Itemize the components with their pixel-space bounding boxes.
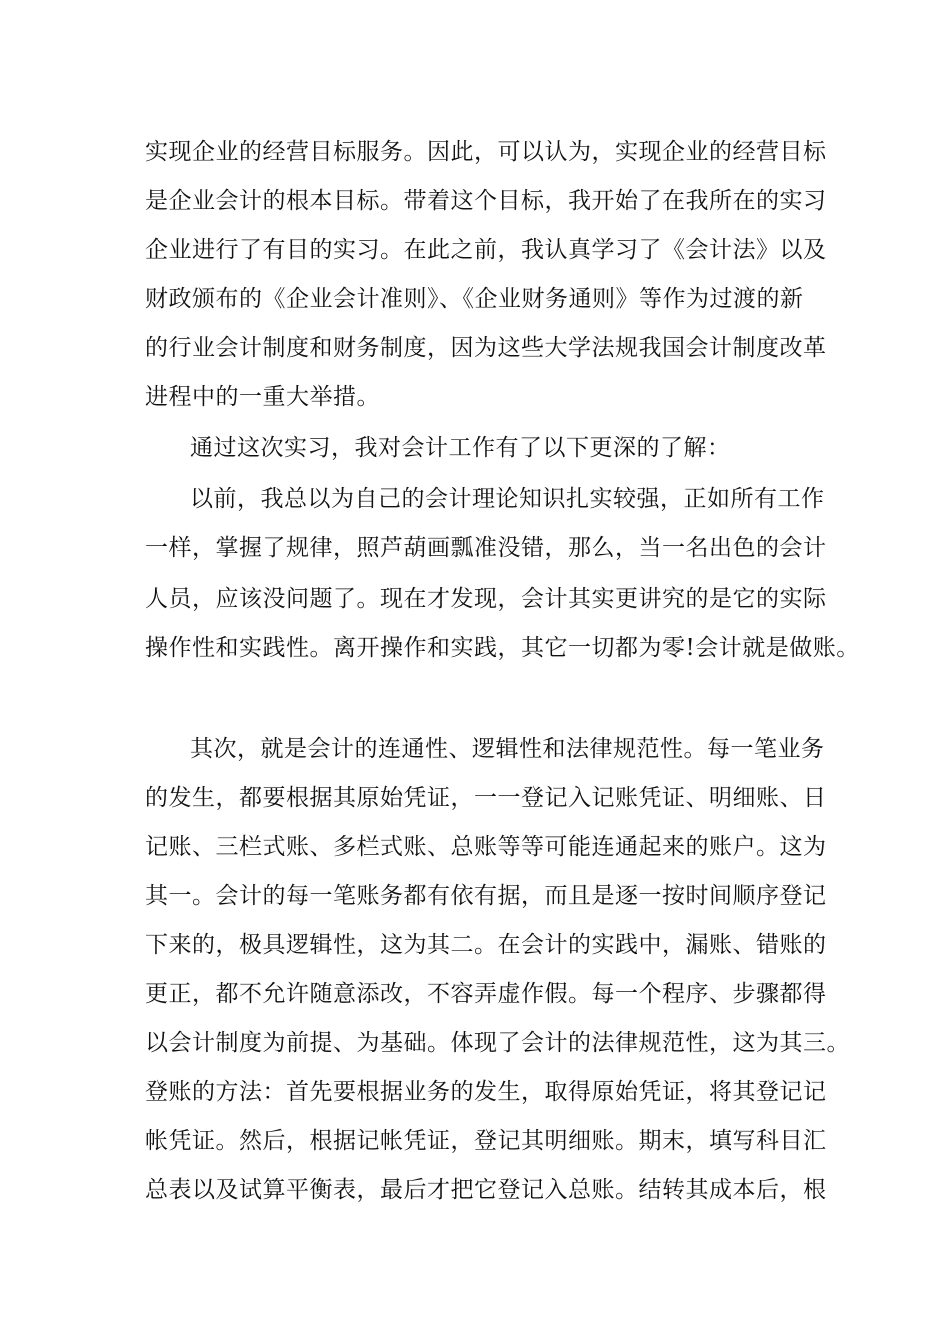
text-line: 人员，应该没问题了。现在才发现，会计其实更讲究的是它的实际 <box>145 586 827 612</box>
text-line: 操作性和实践性。离开操作和实践，其它一切都为零!会计就是做账。 <box>145 635 860 661</box>
text-line: 以会计制度为前提、为基础。体现了会计的法律规范性，这为其三。 <box>145 1030 850 1056</box>
text-line: 登账的方法：首先要根据业务的发生，取得原始凭证，将其登记记 <box>145 1079 827 1105</box>
text-line: 一样，掌握了规律，照芦葫画瓢准没错，那么，当一名出色的会计 <box>145 535 827 561</box>
text-line: 是企业会计的根本目标。带着这个目标，我开始了在我所在的实习 <box>145 188 827 214</box>
text-line: 其次，就是会计的连通性、逻辑性和法律规范性。每一笔业务 <box>190 736 825 762</box>
text-line: 以前，我总以为自己的会计理论知识扎实较强，正如所有工作 <box>190 486 825 512</box>
text-line: 企业进行了有目的实习。在此之前，我认真学习了《会计法》以及 <box>145 237 827 263</box>
text-line: 的行业会计制度和财务制度，因为这些大学法规我国会计制度改革 <box>145 335 827 361</box>
text-line: 进程中的一重大举措。 <box>145 384 380 410</box>
text-line: 实现企业的经营目标服务。因此，可以认为，实现企业的经营目标 <box>145 139 827 165</box>
text-line: 记账、三栏式账、多栏式账、总账等等可能连通起来的账户。这为 <box>145 834 827 860</box>
text-line: 更正，都不允许随意添改，不容弄虚作假。每一个程序、步骤都得 <box>145 981 827 1007</box>
text-line: 总表以及试算平衡表，最后才把它登记入总账。结转其成本后，根 <box>145 1177 827 1203</box>
text-line: 通过这次实习，我对会计工作有了以下更深的了解： <box>190 435 731 461</box>
text-line: 下来的，极具逻辑性，这为其二。在会计的实践中，漏账、错账的 <box>145 932 827 958</box>
text-line: 财政颁布的《企业会计准则》、《企业财务通则》等作为过渡的新 <box>145 286 804 312</box>
text-line: 其一。会计的每一笔账务都有依有据，而且是逐一按时间顺序登记 <box>145 883 827 909</box>
text-line: 的发生，都要根据其原始凭证，一一登记入记账凭证、明细账、日 <box>145 785 827 811</box>
text-line: 帐凭证。然后，根据记帐凭证，登记其明细账。期末，填写科目汇 <box>145 1128 827 1154</box>
